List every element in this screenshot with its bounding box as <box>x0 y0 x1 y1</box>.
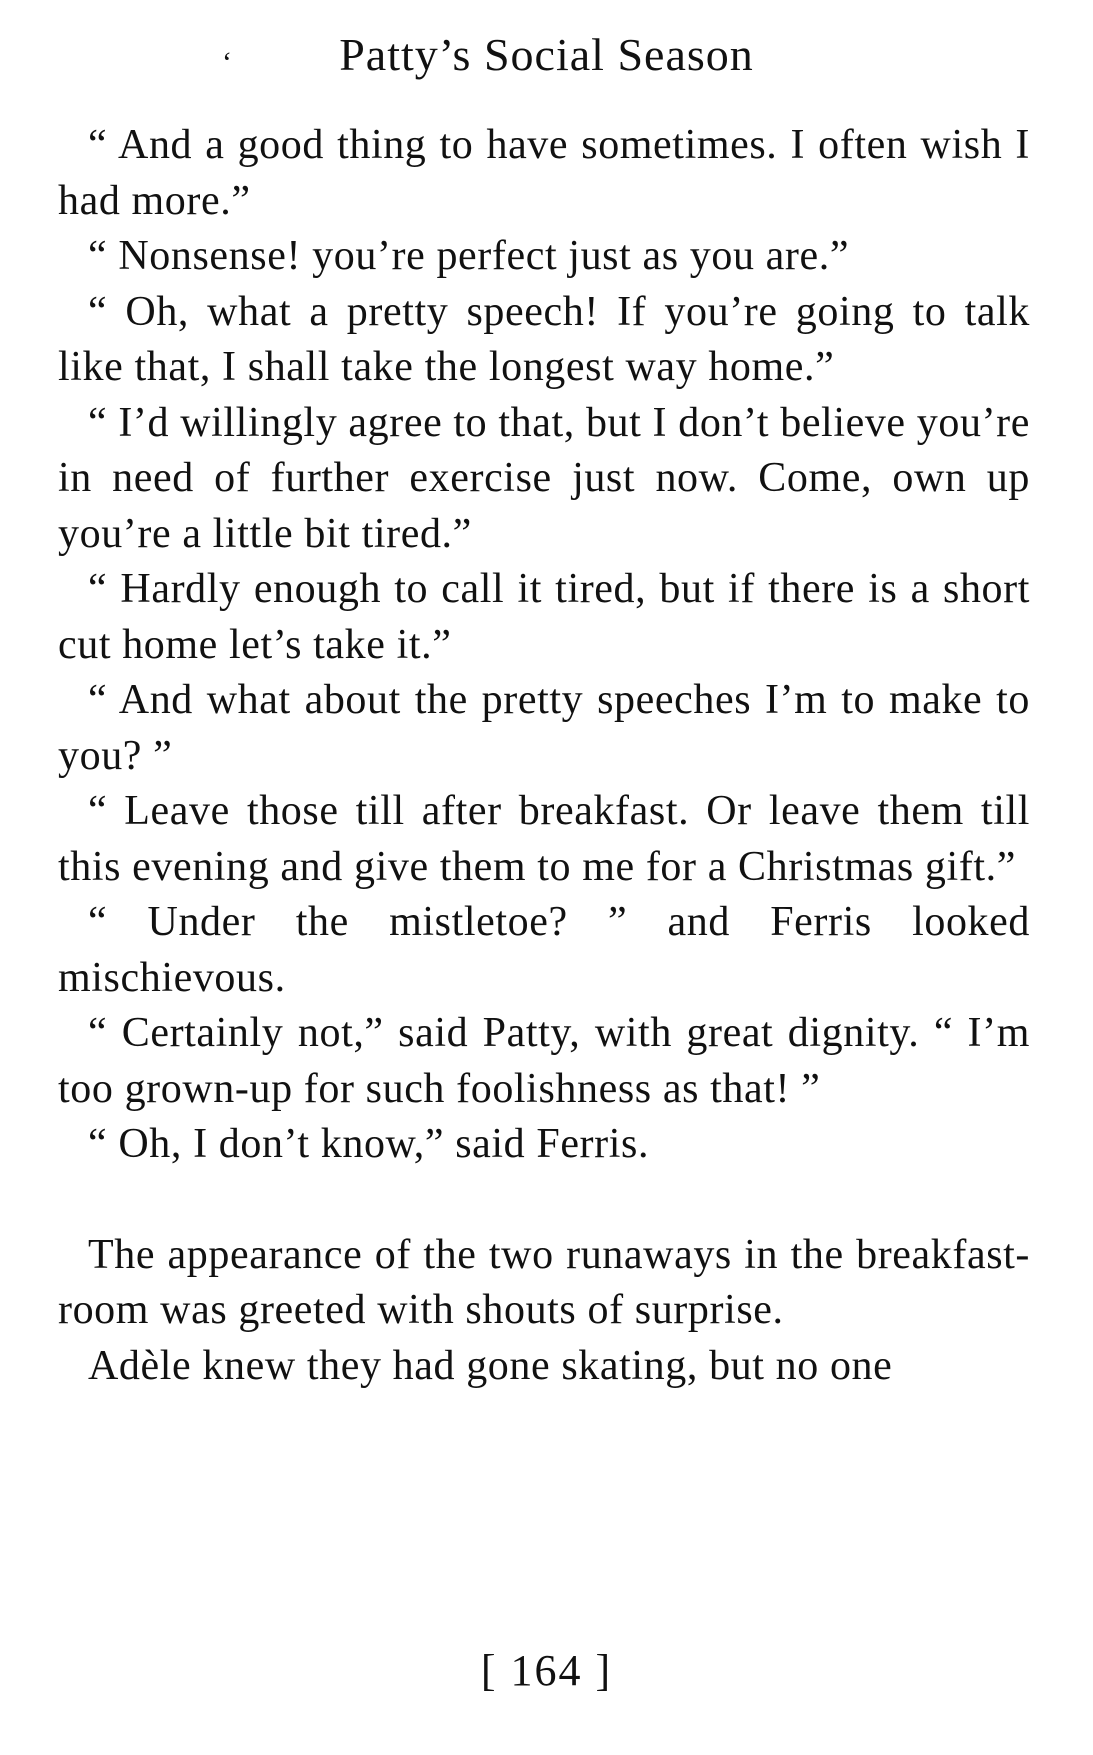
paragraph: “ Nonsense! you’re perfect just as you are.” <box>88 233 850 279</box>
section-break <box>58 1173 1030 1228</box>
running-head <box>0 28 1093 81</box>
printer-mark: ‘ <box>222 46 233 79</box>
paragraph: “ Oh, I don’t know,” said Ferris. <box>88 1121 650 1167</box>
body-text <box>58 118 1030 1394</box>
page-number: [ 164 ] <box>480 1646 613 1695</box>
paragraph: “ Hardly enough to call it tired, but if there is a short cut home let’s take it.” <box>58 566 1030 668</box>
paragraph: “ And what about the pretty speeches I’m to make to you? ” <box>58 677 1030 779</box>
paragraph: “ And a good thing to have sometimes. I often wish I had more.” <box>58 122 1030 224</box>
running-head-title: Patty’s Social Season <box>339 29 754 80</box>
paragraph: “ I’d willingly agree to that, but I don’t believe you’re in need of further exercise just now. Come, own up you’re a little bit tired.” <box>58 399 1030 557</box>
paragraph: Adèle knew they had gone skating, but no one <box>88 1342 893 1389</box>
paragraph: “ Oh, what a pretty speech! If you’re going to talk like that, I shall take the longest way home.” <box>58 288 1030 390</box>
paragraph: “ Certainly not,” said Patty, with great dignity. “ I’m too grown-up for such foolishness as that! ” <box>58 1010 1030 1112</box>
paragraph: “ Under the mistletoe? ” and Ferris looked mischievous. <box>58 899 1030 1001</box>
paragraph: “ Leave those till after breakfast. Or leave them till this evening and give them to me for a Christmas gift.” <box>58 788 1030 890</box>
paragraph: The appearance of the two runaways in the breakfast-room was greeted with shouts of surprise. <box>58 1231 1030 1333</box>
